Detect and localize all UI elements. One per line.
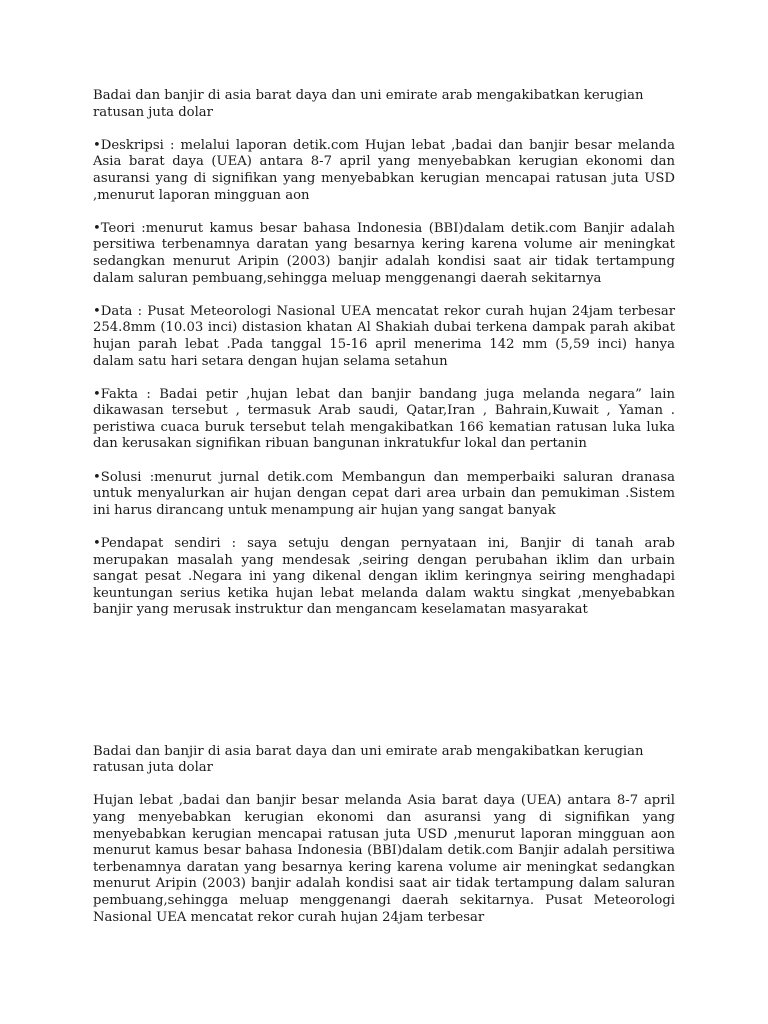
section-2-title: Badai dan banjir di asia barat daya dan uni emirate arab mengakibatkan kerugian ratusan juta dolar [93,743,644,776]
paragraph-teori: •Teori :menurut kamus besar bahasa Indonesia (BBI)dalam detik.com Banjir adalah persitiwa terbenamnya daratan yang besarnya kering karena volume air meningkat sedangkan menurut Aripin (2003) banjir adalah kondisi saat air tidak tertampung dalam saluran pembuang,sehingga meluap menggenangi daerah sekitarnya [93,220,675,286]
paragraph-summary: Hujan lebat ,badai dan banjir besar melanda Asia barat daya (UEA) antara 8-7 april yang menyebabkan kerugian ekonomi dan asuransi yang di signifikan yang menyebabkan kerugian mencapai ratusan juta USD ,menurut laporan mingguan aon menurut kamus besar bahasa Indonesia (BBI)dalam detik.com Banjir adalah persitiwa terbenamnya daratan yang besarnya kering karena volume air meningkat sedangkan menurut Aripin (2003) banjir adalah kondisi saat air tidak tertampung dalam saluran pembuang,sehingga meluap menggenangi daerah sekitarnya. Pusat Meteorologi Nasional UEA mencatat rekor curah hujan 24jam terbesar [93,793,675,925]
document-page [93,88,675,926]
paragraph-solusi: •Solusi :menurut jurnal detik.com Membangun dan memperbaiki saluran dranasa untuk menyalurkan air hujan dengan cepat dari area urbain dan pemukiman .Sistem ini harus dirancang untuk menampung air hujan yang sangat banyak [93,469,675,518]
section-1 [93,88,675,619]
section-gap [93,636,675,744]
paragraph-deskripsi: •Deskripsi : melalui laporan detik.com Hujan lebat ,badai dan banjir besar melanda Asia barat daya (UEA) antara 8-7 april yang menyebabkan kerugian ekonomi dan asuransi yang di signifikan yang menyebabkan kerugian mencapai ratusan juta USD ,menurut laporan mingguan aon [93,137,675,203]
paragraph-pendapat: •Pendapat sendiri : saya setuju dengan pernyataan ini, Banjir di tanah arab merupakan masalah yang mendesak ,seiring dengan perubahan iklim dan urbain sangat pesat .Negara ini yang dikenal dengan iklim keringnya seiring menghadapi keuntungan serius ketika hujan lebat melanda dalam waktu singkat ,menyebabkan banjir yang merusak instruktur dan mengancam keselamatan masyarakat [93,536,675,618]
document-title: Badai dan banjir di asia barat daya dan uni emirate arab mengakibatkan kerugian ratusan juta dolar [93,88,644,120]
paragraph-data: •Data : Pusat Meteorologi Nasional UEA mencatat rekor curah hujan 24jam terbesar 254.8mm (10.03 inci) distasion khatan Al Shakiah dubai terkena dampak parah akibat hujan parah lebat .Pada tanggal 15-16 april menerima 142 mm (5,59 inci) hanya dalam satu hari setara dengan hujan selama setahun [93,303,675,369]
section-2 [93,744,675,927]
paragraph-fakta: •Fakta : Badai petir ,hujan lebat dan banjir bandang juga melanda negara” lain dikawasan tersebut , termasuk Arab saudi, Qatar,Iran , Bahrain,Kuwait , Yaman . peristiwa cuaca buruk tersebut telah mengakibatkan 166 kematian ratusan luka luka dan kerusakan signifikan ribuan bangunan inkratukfur lokal dan pertanin [93,386,675,452]
